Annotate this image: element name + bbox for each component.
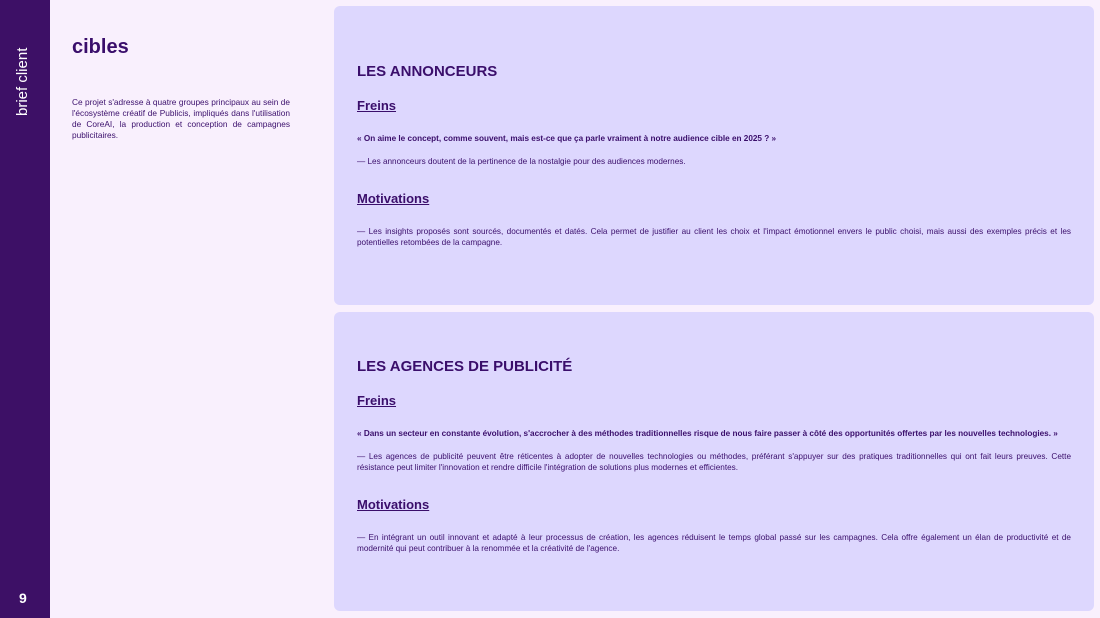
page-title: cibles <box>72 36 129 58</box>
freins-heading: Freins <box>357 98 397 113</box>
freins-quote: « Dans un secteur en constante évolution, s'accrocher à des méthodes traditionnelles risque de nous faire passer à côté des opportunités offertes par les nouvelles technologies. » <box>357 429 1058 438</box>
motivations-text: — Les insights proposés sont sourcés, documentés et datés. Cela permet de justifier au client les choix et l'impact émotionnel envers le public choisi, mais aussi des exemples précis et les potentielles retombées de la campagne. <box>357 227 1071 247</box>
card-annonceurs <box>334 6 1094 305</box>
freins-text: — Les agences de publicité peuvent être réticentes à adopter de nouvelles technologies ou méthodes, préférant s'appuyer sur des pratiques traditionnelles qui ont fait leurs preuves. Cette résistance peut limiter l'innovation et rendre difficile l'intégration de solutions plus modernes et efficientes. <box>357 452 1071 472</box>
motivations-heading: Motivations <box>357 497 430 512</box>
motivations-text: — En intégrant un outil innovant et adapté à leur processus de création, les agences réduisent le temps global passé sur les campagnes. Cela offre également un élan de productivité et de modernité qui peut contribuer à la renommée et la créativité de l'agence. <box>357 533 1071 553</box>
card-heading: LES AGENCES DE PUBLICITÉ <box>357 358 573 375</box>
intro-paragraph: Ce projet s'adresse à quatre groupes principaux au sein de l'écosystème créatif de Publicis, impliqués dans l'utilisation de CoreAI, la production et conception de campagnes publicitaires. <box>72 97 290 140</box>
card-heading: LES ANNONCEURS <box>357 63 498 80</box>
freins-quote: « On aime le concept, comme souvent, mais est-ce que ça parle vraiment à notre audience cible en 2025 ? » <box>357 134 777 143</box>
freins-heading: Freins <box>357 393 397 408</box>
motivations-heading: Motivations <box>357 191 430 206</box>
freins-text: — Les annonceurs doutent de la pertinence de la nostalgie pour des audiences modernes. <box>357 157 686 166</box>
card-agences <box>334 312 1094 611</box>
section-label: brief client <box>14 47 31 116</box>
sidebar <box>0 0 50 618</box>
page-number: 9 <box>19 590 27 606</box>
